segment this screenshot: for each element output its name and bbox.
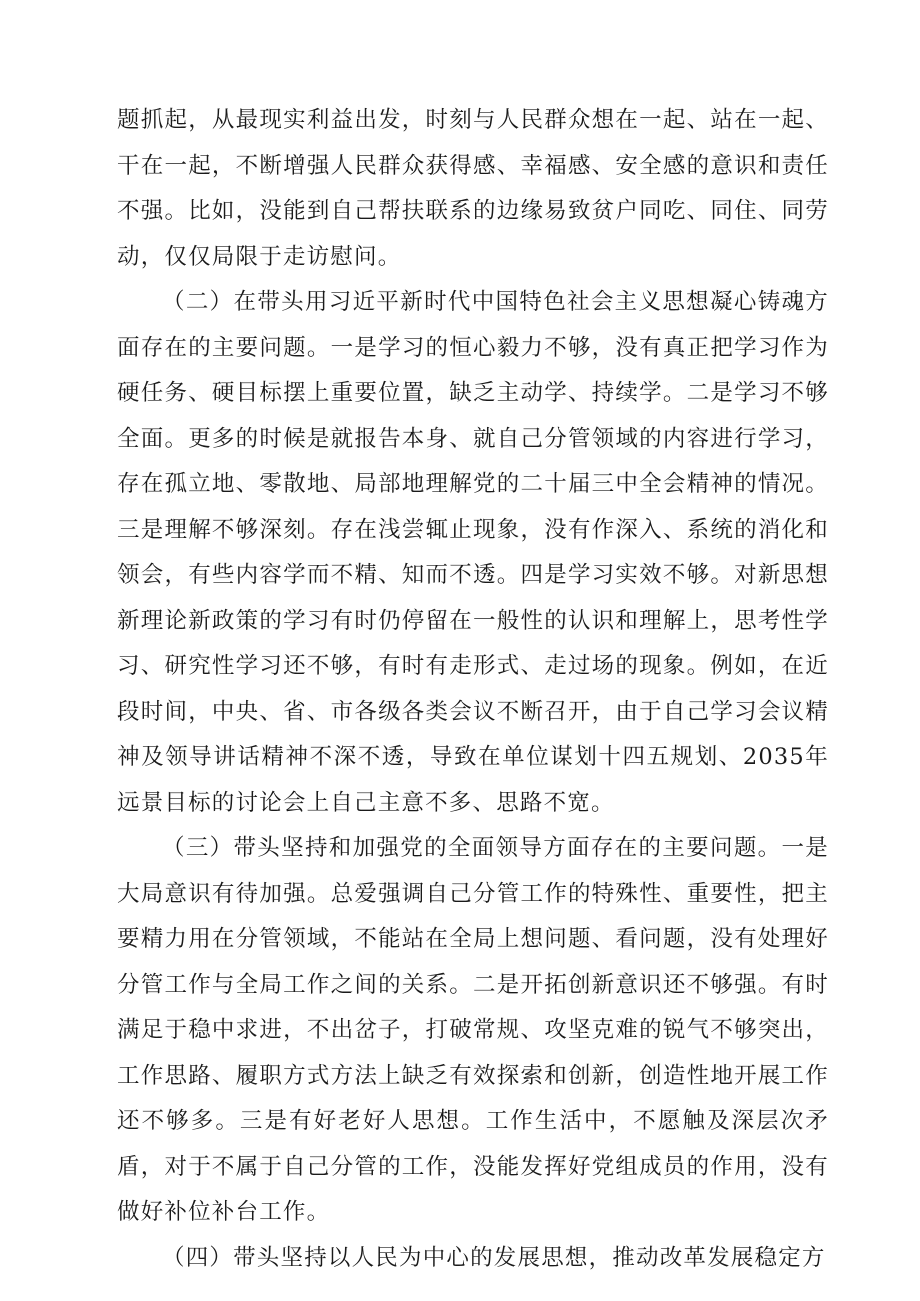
document-body — [117, 98, 829, 1281]
paragraph-continuation: 题抓起，从最现实利益出发，时刻与人民群众想在一起、站在一起、干在一起，不断增强人民群众获得感、幸福感、安全感的意识和责任不强。比如，没能到自己帮扶联系的边缘易致贫户同吃、同住、同劳动，仅仅局限于走访慰问。 — [117, 107, 829, 270]
paragraph-section-three: （三）带头坚持和加强党的全面领导方面存在的主要问题。一是大局意识有待加强。总爱强调自己分管工作的特殊性、重要性，把主要精力用在分管领域，不能站在全局上想问题、看问题，没有处理好分管工作与全局工作之间的关系。二是开拓创新意识还不够强。有时满足于稳中求进，不出岔子，打破常规、攻坚克难的锐气不够突出，工作思路、履职方式方法上缺乏有效探索和创新，创造性地开展工作还不够多。三是有好老好人思想。工作生活中，不愿触及深层次矛盾，对于不属于自己分管的工作，没能发挥好党组成员的作用，没有做好补位补台工作。 — [117, 835, 829, 1225]
paragraph-section-four: （四）带头坚持以人民为中心的发展思想，推动改革发展稳定方 — [162, 1244, 826, 1271]
paragraph-section-two: （二）在带头用习近平新时代中国特色社会主义思想凝心铸魂方面存在的主要问题。一是学习的恒心毅力不够，没有真正把学习作为硬任务、硬目标摆上重要位置，缺乏主动学、持续学。二是学习不够全面。更多的时候是就报告本身、就自己分管领域的内容进行学习，存在孤立地、零散地、局部地理解党的二十届三中全会精神的情况。三是理解不够深刻。存在浅尝辄止现象，没有作深入、系统的消化和领会，有些内容学而不精、知而不透。四是学习实效不够。对新思想新理论新政策的学习有时仍停留在一般性的认识和理解上，思考性学习、研究性学习还不够，有时有走形式、走过场的现象。例如，在近段时间，中央、省、市各级各类会议不断召开，由于自己学习会议精神及领导讲话精神不深不透，导致在单位谋划十四五规划、2035年远景目标的讨论会上自己主意不多、思路不宽。 — [117, 289, 829, 816]
